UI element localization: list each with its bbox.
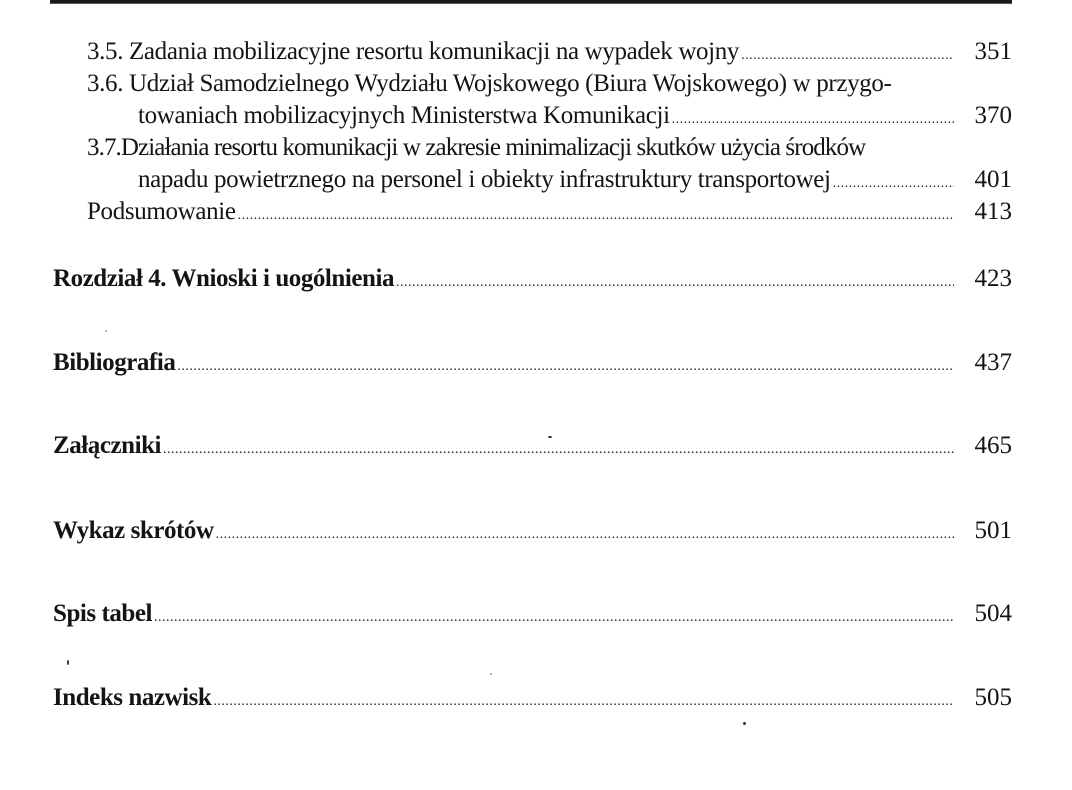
toc-page-number: 504 xyxy=(974,600,1012,627)
dot-leader xyxy=(213,686,954,718)
toc-entry-title: Zadania mobilizacyjne resortu komunikacji na wypadek wojny xyxy=(129,38,740,65)
toc-entry-title-cont: towaniach mobilizacyjnych Ministerstwa Komunikacji xyxy=(138,102,670,129)
toc-page-number: 351 xyxy=(974,38,1012,65)
toc-entry-3-6-line1[interactable] xyxy=(87,68,892,100)
toc-entry-title: Rozdział 4. Wnioski i uogólnienia xyxy=(53,265,395,292)
toc-entry-3-7[interactable] xyxy=(138,164,1012,200)
toc-page-number: 505 xyxy=(974,684,1012,711)
toc-entry-title: Wykaz skrótów xyxy=(53,517,214,544)
dot-leader xyxy=(163,434,954,466)
toc-entry-title: Działania resortu komunikacji w zakresie minimalizacji skutków użycia środków xyxy=(120,134,866,161)
toc-page-number: 501 xyxy=(974,517,1012,544)
toc-page-number: 423 xyxy=(974,265,1012,292)
toc-entry-title: Bibliografia xyxy=(53,349,176,376)
toc-entry-bibliography[interactable] xyxy=(53,347,1012,383)
toc-entry-tables[interactable] xyxy=(53,598,1012,634)
toc-page-number: 437 xyxy=(974,349,1012,376)
toc-entry-number: 3.7. xyxy=(87,134,121,161)
toc-entry-title: Załączniki xyxy=(53,432,162,459)
dot-leader xyxy=(216,519,954,551)
toc-entry-summary[interactable] xyxy=(87,196,1012,232)
toc-entry-attachments[interactable] xyxy=(53,430,1012,466)
toc-entry-chapter-4[interactable] xyxy=(53,263,1012,299)
dot-leader xyxy=(238,200,954,232)
scan-speck xyxy=(67,660,69,665)
toc-entry-number: 3.6. xyxy=(87,70,124,97)
toc-page-number: 413 xyxy=(974,198,1012,225)
toc-entry-title: Indeks nazwisk xyxy=(53,684,212,711)
toc-entry-3-6[interactable] xyxy=(138,100,1012,136)
dot-leader xyxy=(396,267,954,299)
toc-entry-title: Udział Samodzielnego Wydziału Wojskowego (Biura Wojskowego) w przygo- xyxy=(129,70,892,97)
toc-entry-title: Podsumowanie xyxy=(87,198,236,225)
scan-speck xyxy=(743,722,746,725)
toc-page-number: 401 xyxy=(974,166,1012,193)
toc-entry-title: Spis tabel xyxy=(53,600,153,627)
dot-leader xyxy=(177,351,954,383)
toc-entry-text xyxy=(87,36,739,68)
toc-entry-title-cont: napadu powietrznego na personel i obiekty infrastruktury transportowej xyxy=(138,166,831,193)
toc-entry-3-5[interactable] xyxy=(87,36,1012,72)
scan-speck xyxy=(490,673,492,675)
toc-entry-abbreviations[interactable] xyxy=(53,515,1012,551)
scan-speck xyxy=(105,330,107,332)
toc-page-number: 370 xyxy=(974,102,1012,129)
toc-page-number: 465 xyxy=(974,432,1012,459)
toc-entry-name-index[interactable] xyxy=(53,682,1012,718)
toc-entry-number: 3.5. xyxy=(87,38,124,65)
dot-leader xyxy=(154,602,954,634)
toc-entry-3-7-line1[interactable] xyxy=(87,132,865,164)
scan-speck xyxy=(548,436,552,438)
